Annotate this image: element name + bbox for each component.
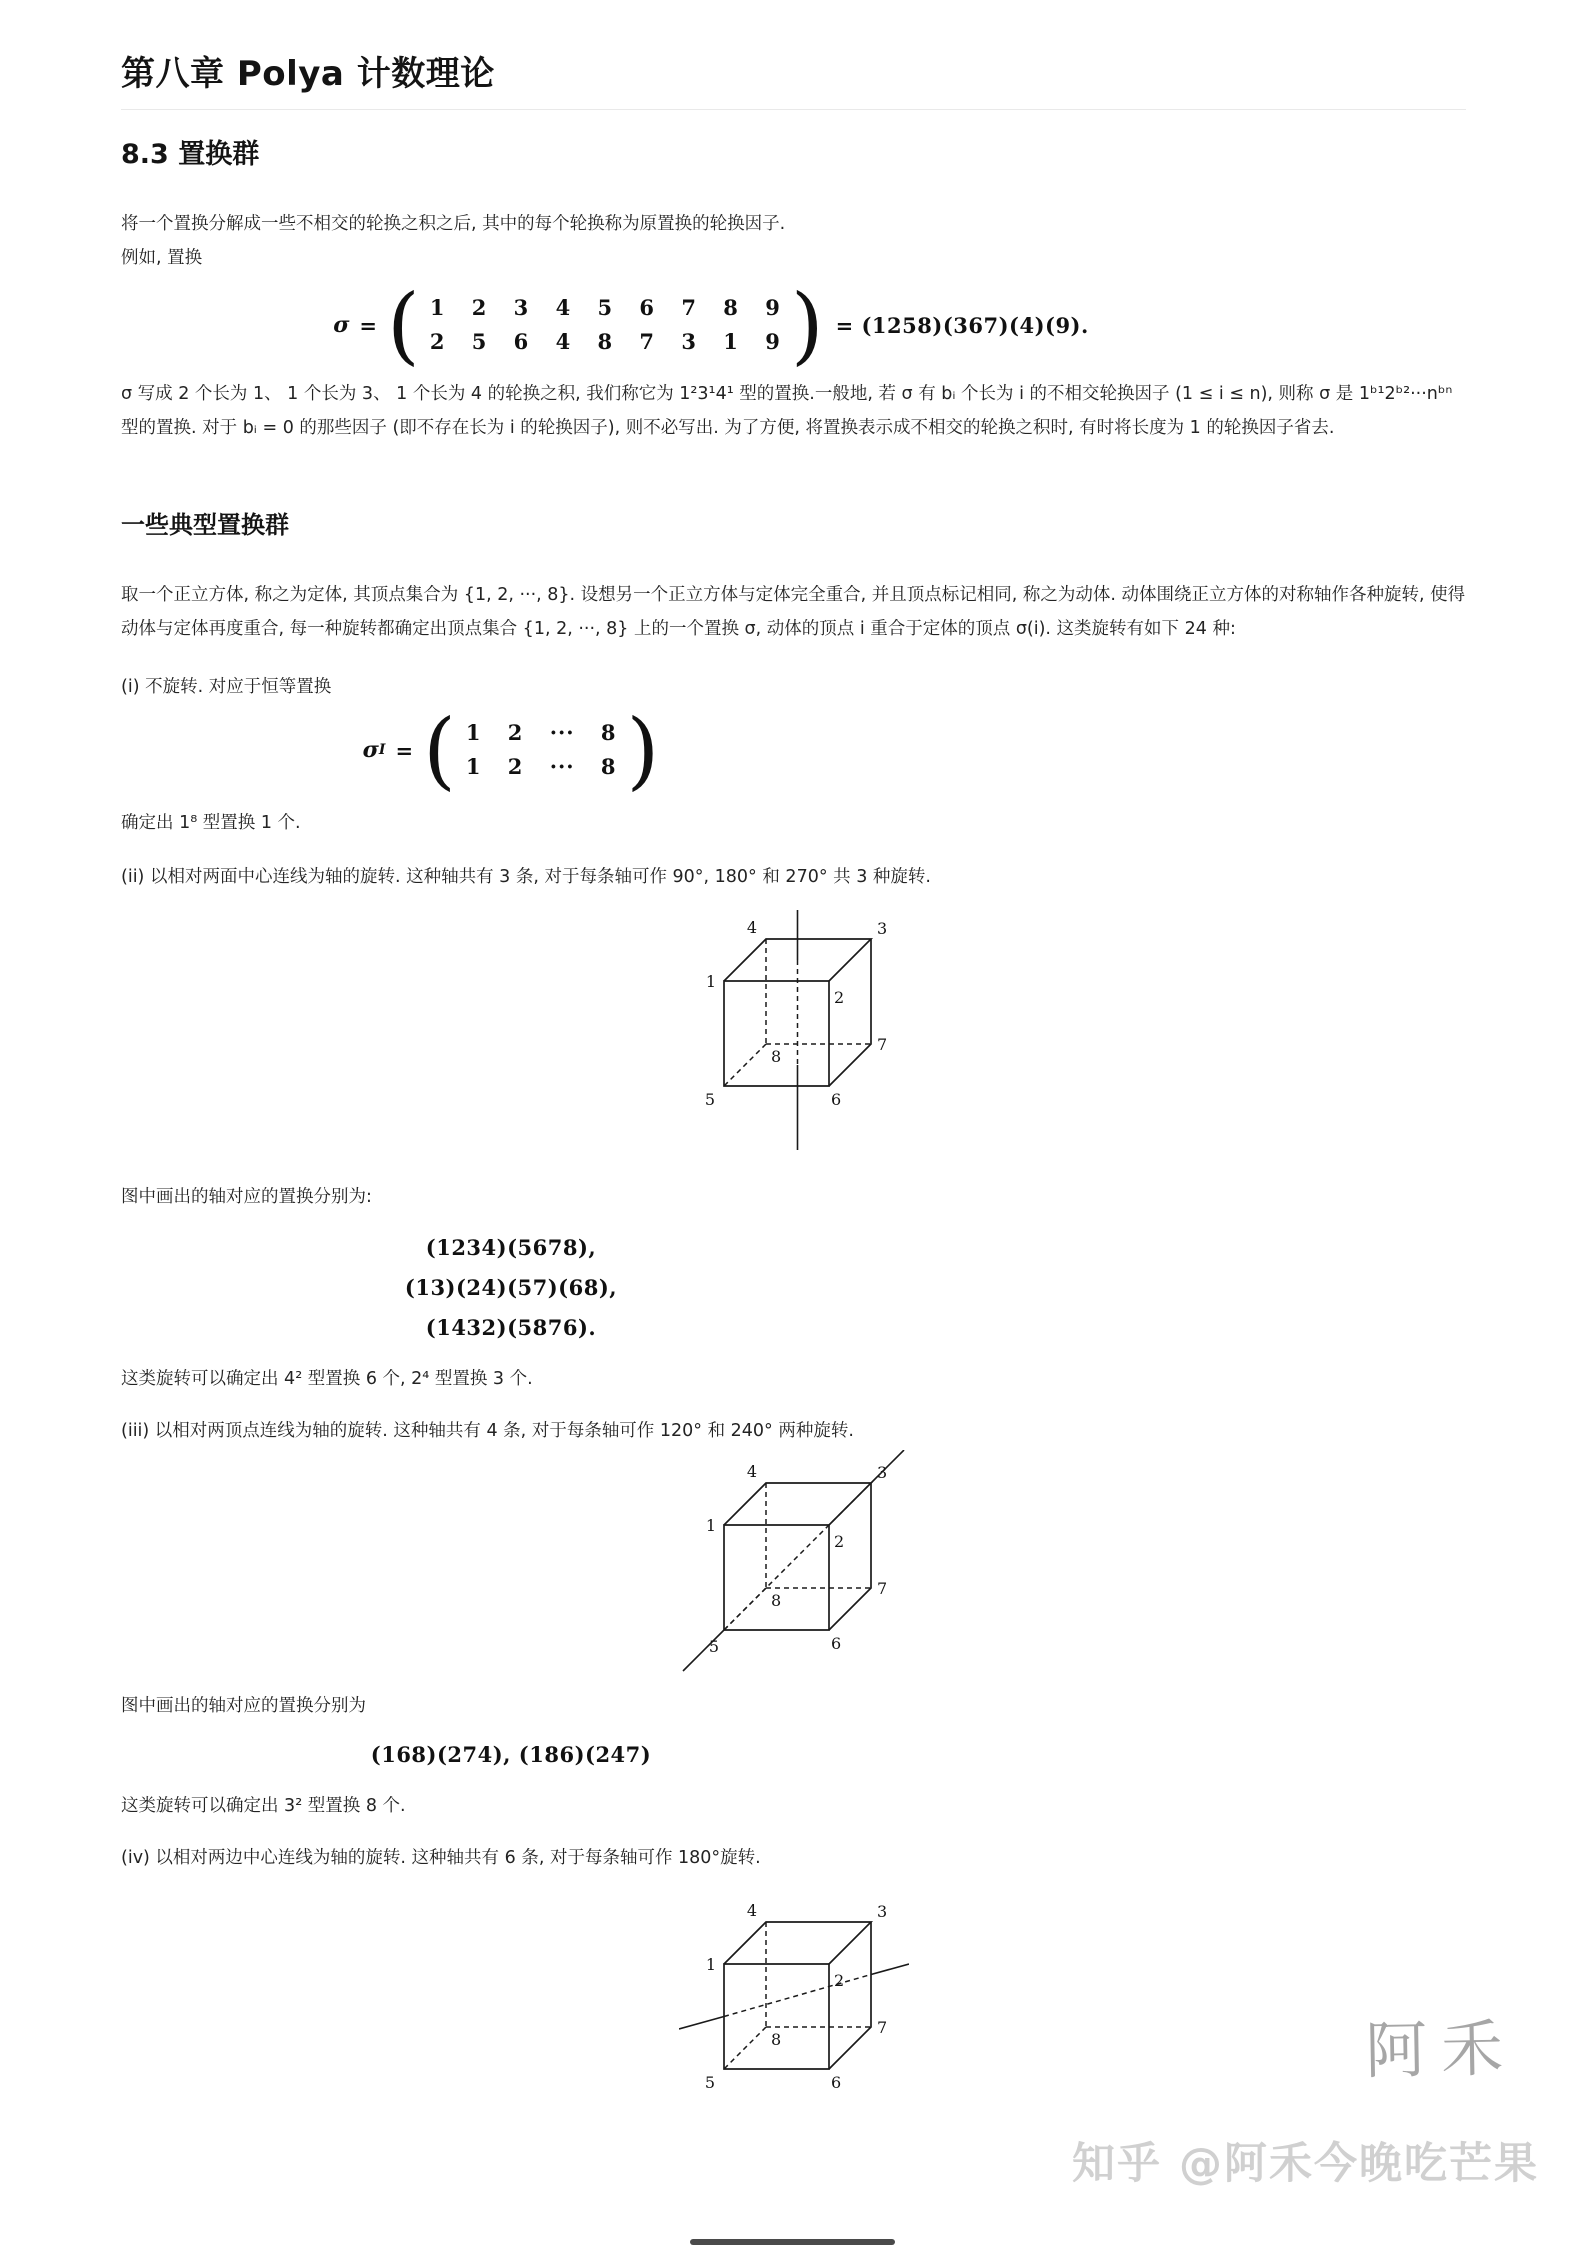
zhihu-credit-watermark: 知乎 @阿禾今晚吃芒果 bbox=[1072, 2139, 1539, 2189]
vertex-label: 8 bbox=[770, 2030, 781, 2049]
vertex-labels bbox=[704, 918, 886, 1109]
vertex-label: 4 bbox=[746, 918, 757, 937]
item-iv: (iv) 以相对两边中心连线为轴的旋转. 这种轴共有 6 条, 对于每条轴可作 180°旋转. bbox=[121, 1848, 761, 1868]
vertex-label: 3 bbox=[876, 1463, 887, 1482]
vertex-label: 4 bbox=[746, 1462, 757, 1481]
vertex-label: 7 bbox=[876, 1579, 887, 1598]
left-paren: ( bbox=[387, 276, 420, 374]
chapter-title: 第八章 Polya 计数理论 bbox=[121, 46, 1466, 110]
left-paren: ( bbox=[423, 701, 456, 799]
typical-groups-heading: 一些典型置换群 bbox=[121, 511, 289, 539]
cycle-line: (13)(24)(57)(68), bbox=[404, 1275, 618, 1300]
section-title: 8.3 置换群 bbox=[121, 139, 260, 170]
vertex-label: 6 bbox=[830, 1634, 841, 1653]
cube-intro-paragraph: 取一个正立方体, 称之为定体, 其顶点集合为 {1, 2, ···, 8}. 设想另一个正立方体与定体完全重合, 并且顶点标记相同, 称之为动体. 动体围绕正立方体的对称轴作各种旋转, 使得动体与定体再度重合, 每一种旋转都确定出顶点集合 {1, 2, ···, 8} 上的一个置换 σ, 动体的顶点 i 重合于定体的顶点 σ(i). 这类旋转有如下 24 种: bbox=[121, 585, 1466, 639]
note-ii: 这类旋转可以确定出 4² 型置换 6 个, 2⁴ 型置换 3 个. bbox=[121, 1369, 533, 1389]
vertex-label: 8 bbox=[770, 1591, 781, 1610]
note-iii: 这类旋转可以确定出 3² 型置换 8 个. bbox=[121, 1796, 406, 1816]
item-ii: (ii) 以相对两面中心连线为轴的旋转. 这种轴共有 3 条, 对于每条轴可作 90°, 180° 和 270° 共 3 种旋转. bbox=[121, 867, 931, 887]
identity-matrix bbox=[456, 716, 627, 784]
intro-line-1: 将一个置换分解成一些不相交的轮换之积之后, 其中的每个轮换称为原置换的轮换因子. bbox=[121, 214, 786, 234]
matrix-row-bottom: 2 5 6 4 8 7 3 1 9 bbox=[429, 329, 781, 354]
cycle-line: (168)(274), (186)(247) bbox=[370, 1742, 652, 1767]
sigma-subscript-I: I bbox=[378, 742, 386, 758]
cycles-list-iii bbox=[121, 1735, 901, 1775]
right-paren: ) bbox=[626, 701, 660, 799]
identity-permutation-formula bbox=[121, 701, 901, 799]
vertex-label: 7 bbox=[876, 2018, 887, 2037]
cycle-line: (1432)(5876). bbox=[425, 1315, 597, 1340]
vertex-label: 5 bbox=[708, 1637, 719, 1656]
cube-face-axis-svg bbox=[679, 906, 909, 1156]
vertex-label: 3 bbox=[876, 1902, 887, 1921]
cycles-list-ii bbox=[121, 1228, 901, 1348]
vertex-label: 5 bbox=[704, 1090, 715, 1109]
article-content bbox=[121, 0, 1466, 2104]
caption-ii: 图中画出的轴对应的置换分别为: bbox=[121, 1187, 372, 1207]
matrix-row-bottom: 1 2 ··· 8 bbox=[465, 754, 617, 779]
cube-figure-edge-axis bbox=[121, 1889, 1466, 2104]
vertex-label: 1 bbox=[705, 972, 716, 991]
equals-sign: = bbox=[359, 312, 378, 338]
caption-iii: 图中画出的轴对应的置换分别为 bbox=[121, 1696, 366, 1716]
cube-figure-vertex-axis bbox=[121, 1450, 1466, 1685]
vertex-label: 2 bbox=[833, 1971, 844, 1990]
vertex-label: 2 bbox=[833, 988, 844, 1007]
vertex-label: 5 bbox=[704, 2073, 715, 2092]
bottom-scroll-indicator bbox=[690, 2239, 895, 2245]
cycle-product: = (1258)(367)(4)(9). bbox=[835, 312, 1089, 338]
vertex-label: 4 bbox=[746, 1901, 757, 1920]
cube-edge-axis-svg bbox=[679, 1889, 909, 2104]
permutation-matrix bbox=[420, 291, 791, 359]
intro-paragraph bbox=[121, 207, 1466, 275]
vertex-labels bbox=[705, 1462, 886, 1656]
matrix-row-top: 1 2 3 4 5 6 7 8 9 bbox=[429, 295, 781, 320]
cube-vertex-axis-svg bbox=[679, 1450, 909, 1685]
type-paragraph: σ 写成 2 个长为 1、 1 个长为 3、 1 个长为 4 的轮换之积, 我们称它为 1²3¹4¹ 型的置换.一般地, 若 σ 有 bᵢ 个长为 i 的不相交轮换因子 (1 ≤ i ≤ n), 则称 σ 是 1ᵇ¹2ᵇ²···nᵇⁿ型的置换. 对于 bᵢ = 0 的那些因子 (即不存在长为 i 的轮换因子), 则不必写出. 为了方便, 将置换表示成不相交的轮换之积时, 有时将长度为 1 的轮换因子省去. bbox=[121, 384, 1453, 438]
intro-line-2: 例如, 置换 bbox=[121, 248, 203, 268]
cube-figure-face-axis bbox=[121, 906, 1466, 1156]
cycle-line: (1234)(5678), bbox=[425, 1235, 597, 1260]
vertex-label: 3 bbox=[876, 919, 887, 938]
equals-sign: = bbox=[395, 737, 414, 763]
vertex-label: 7 bbox=[876, 1035, 887, 1054]
handwritten-signature-watermark: 阿禾 bbox=[1364, 2011, 1518, 2088]
sigma-decomposition-formula bbox=[121, 276, 1301, 374]
sigma-symbol: σ bbox=[333, 312, 350, 338]
matrix-row-top: 1 2 ··· 8 bbox=[465, 720, 617, 745]
note-i: 确定出 1⁸ 型置换 1 个. bbox=[121, 813, 301, 833]
sigma-symbol: σ bbox=[362, 737, 379, 763]
right-paren: ) bbox=[790, 276, 824, 374]
vertex-label: 6 bbox=[830, 1090, 841, 1109]
vertex-label: 6 bbox=[830, 2073, 841, 2092]
vertex-label: 8 bbox=[770, 1047, 781, 1066]
item-iii: (iii) 以相对两顶点连线为轴的旋转. 这种轴共有 4 条, 对于每条轴可作 120° 和 240° 两种旋转. bbox=[121, 1421, 854, 1441]
vertex-label: 2 bbox=[833, 1532, 844, 1551]
item-i: (i) 不旋转. 对应于恒等置换 bbox=[121, 677, 332, 697]
vertex-label: 1 bbox=[705, 1516, 716, 1535]
vertex-label: 1 bbox=[705, 1955, 716, 1974]
